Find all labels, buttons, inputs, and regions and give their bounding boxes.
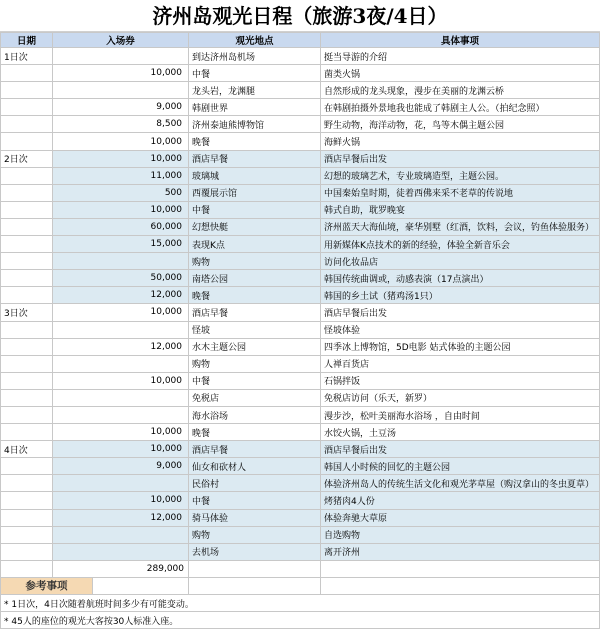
detail-cell: 人禅百货店: [321, 355, 600, 372]
place-cell: 怪坡: [189, 321, 321, 338]
day-cell: [1, 116, 53, 133]
note-row: [1, 612, 600, 629]
place-cell: 民俗村: [189, 475, 321, 492]
detail-cell: 韩国的乡土试（猪鸡汤1只）: [321, 287, 600, 304]
table-row: [1, 526, 600, 543]
ticket-cell: 10,000: [53, 150, 189, 167]
table-row: [1, 441, 600, 458]
day-cell: [1, 389, 53, 406]
ticket-cell: 8,500: [53, 116, 189, 133]
table-row: [1, 116, 600, 133]
place-cell: 西覆展示馆: [189, 184, 321, 201]
ticket-cell: 11,000: [53, 167, 189, 184]
day-cell: [1, 526, 53, 543]
place-cell: 购物: [189, 253, 321, 270]
day-cell: [1, 406, 53, 423]
table-row: [1, 389, 600, 406]
detail-cell: 菌类火锅: [321, 65, 600, 82]
table-row: [1, 492, 600, 509]
header-place: 观光地点: [189, 33, 321, 48]
place-cell: 南塔公园: [189, 270, 321, 287]
place-cell: 晚餐: [189, 287, 321, 304]
place-cell: 济州泰迪熊博物馆: [189, 116, 321, 133]
detail-cell: 酒店早餐后出发: [321, 304, 600, 321]
place-cell: 表现K点: [189, 236, 321, 253]
day-cell: [1, 321, 53, 338]
place-cell: 中餐: [189, 372, 321, 389]
ticket-cell: 10,000: [53, 304, 189, 321]
place-cell: 水木主题公园: [189, 338, 321, 355]
detail-cell: 访问化妆品店: [321, 253, 600, 270]
table-row: [1, 338, 600, 355]
place-cell: 购物: [189, 355, 321, 372]
table-header-row: [1, 33, 600, 48]
table-row: [1, 48, 600, 65]
table-row: [1, 99, 600, 116]
detail-cell: 体验济州岛人的传统生活文化和观光茅草屋（购汉拿山的冬虫夏草）: [321, 475, 600, 492]
table-row: [1, 270, 600, 287]
table-row: [1, 458, 600, 475]
detail-cell: 自然形成的龙头现象，漫步在美丽的龙渊云桥: [321, 82, 600, 99]
ticket-cell: [53, 355, 189, 372]
table-row: [1, 287, 600, 304]
detail-cell: 韩式自助，耽罗晚宴: [321, 201, 600, 218]
ticket-cell: 12,000: [53, 509, 189, 526]
day-cell: [1, 184, 53, 201]
itinerary-table: [0, 32, 600, 629]
table-row: [1, 201, 600, 218]
day-cell: [1, 509, 53, 526]
header-detail: 具体事项: [321, 33, 600, 48]
ticket-cell: [53, 321, 189, 338]
notes-title: 参考事项: [1, 577, 93, 594]
table-row: [1, 65, 600, 82]
detail-cell: 酒店早餐后出发: [321, 441, 600, 458]
place-cell: 到达济州岛机场: [189, 48, 321, 65]
ticket-cell: 10,000: [53, 133, 189, 150]
ticket-cell: [53, 475, 189, 492]
header-ticket: 入场券: [53, 33, 189, 48]
table-row: [1, 82, 600, 99]
day-cell: [1, 475, 53, 492]
ticket-cell: [53, 389, 189, 406]
detail-cell: 海鲜火锅: [321, 133, 600, 150]
ticket-cell: 50,000: [53, 270, 189, 287]
ticket-cell: [53, 48, 189, 65]
day-cell: [1, 287, 53, 304]
day-cell: [1, 201, 53, 218]
place-cell: 晚餐: [189, 424, 321, 441]
detail-cell: 石锅拌饭: [321, 372, 600, 389]
ticket-cell: [53, 82, 189, 99]
day-cell: [1, 65, 53, 82]
place-cell: 中餐: [189, 201, 321, 218]
table-row: [1, 372, 600, 389]
detail-cell: 离开济州: [321, 543, 600, 560]
table-row: [1, 406, 600, 423]
place-cell: 酒店早餐: [189, 441, 321, 458]
table-row: [1, 509, 600, 526]
detail-cell: 烤猪肉4人份: [321, 492, 600, 509]
table-row: [1, 150, 600, 167]
place-cell: 购物: [189, 526, 321, 543]
table-row: [1, 304, 600, 321]
ticket-cell: 500: [53, 184, 189, 201]
table-row: [1, 543, 600, 560]
day-cell: [1, 458, 53, 475]
ticket-cell: [53, 526, 189, 543]
day-cell: 3日次: [1, 304, 53, 321]
place-cell: 韩剧世界: [189, 99, 321, 116]
detail-cell: 幻想的玻璃艺术，专业玻璃造型，主题公园。: [321, 167, 600, 184]
detail-cell: 中国秦始皇时期，徒着西佛来采不老草的传说地: [321, 184, 600, 201]
detail-cell: 用新媒体K点技术的新的经验，体验全新音乐会: [321, 236, 600, 253]
detail-cell: 济州蓝天大海仙境，豪华别墅（红酒，饮料，会议，钓鱼体验服务）: [321, 218, 600, 235]
day-cell: [1, 372, 53, 389]
ticket-cell: [53, 406, 189, 423]
table-row: [1, 236, 600, 253]
day-cell: [1, 167, 53, 184]
ticket-cell: 10,000: [53, 424, 189, 441]
place-cell: 去机场: [189, 543, 321, 560]
day-cell: [1, 133, 53, 150]
day-cell: 4日次: [1, 441, 53, 458]
place-cell: 中餐: [189, 65, 321, 82]
ticket-cell: 12,000: [53, 287, 189, 304]
day-cell: [1, 82, 53, 99]
place-cell: 仙女和砍材人: [189, 458, 321, 475]
place-cell: 玻璃城: [189, 167, 321, 184]
day-cell: [1, 424, 53, 441]
detail-cell: 四季冰上博物馆，5D电影 姑式体验的主题公园: [321, 338, 600, 355]
table-row: [1, 253, 600, 270]
ticket-cell: 10,000: [53, 372, 189, 389]
place-cell: 酒店早餐: [189, 150, 321, 167]
place-cell: 幻想快艇: [189, 218, 321, 235]
ticket-cell: 60,000: [53, 218, 189, 235]
detail-cell: 自选购物: [321, 526, 600, 543]
detail-cell: 野生动物，海洋动物，花，鸟等木偶主题公园: [321, 116, 600, 133]
total-value: 289,000: [53, 560, 189, 577]
detail-cell: 挺当导游的介绍: [321, 48, 600, 65]
detail-cell: 韩国传统曲调或，动感表演（17点演出）: [321, 270, 600, 287]
notes-header-row: [1, 577, 600, 594]
ticket-cell: 10,000: [53, 65, 189, 82]
table-row: [1, 475, 600, 492]
table-row: [1, 355, 600, 372]
detail-cell: 韩国人小时候的回忆的主题公园: [321, 458, 600, 475]
day-cell: [1, 270, 53, 287]
day-cell: [1, 492, 53, 509]
total-row: [1, 560, 600, 577]
ticket-cell: [53, 543, 189, 560]
detail-cell: 酒店早餐后出发: [321, 150, 600, 167]
note-2: * 45人的座位的观光大客按30人标准入座。: [1, 612, 600, 629]
header-day: 日期: [1, 33, 53, 48]
day-cell: [1, 338, 53, 355]
day-cell: [1, 543, 53, 560]
day-cell: [1, 99, 53, 116]
detail-cell: 体验奔驰大草原: [321, 509, 600, 526]
day-cell: [1, 236, 53, 253]
itinerary-rows: [1, 48, 600, 561]
ticket-cell: 10,000: [53, 492, 189, 509]
day-cell: [1, 218, 53, 235]
table-row: [1, 167, 600, 184]
detail-cell: 在韩剧拍摄外景地我也能成了韩剧主人公。（拍纪念照）: [321, 99, 600, 116]
note-1: * 1日次，4日次随着航班时间多少有可能变动。: [1, 595, 600, 612]
ticket-cell: 10,000: [53, 201, 189, 218]
note-row: [1, 595, 600, 612]
ticket-cell: [53, 253, 189, 270]
day-cell: [1, 253, 53, 270]
table-row: [1, 218, 600, 235]
place-cell: 骑马体验: [189, 509, 321, 526]
ticket-cell: 9,000: [53, 458, 189, 475]
place-cell: 晚餐: [189, 133, 321, 150]
ticket-cell: 12,000: [53, 338, 189, 355]
table-row: [1, 424, 600, 441]
table-row: [1, 321, 600, 338]
detail-cell: 漫步沙，松叶美丽海水浴场 ，自由时间: [321, 406, 600, 423]
day-cell: 2日次: [1, 150, 53, 167]
place-cell: 龙头岩，龙渊腿: [189, 82, 321, 99]
day-cell: 1日次: [1, 48, 53, 65]
ticket-cell: 9,000: [53, 99, 189, 116]
table-row: [1, 133, 600, 150]
ticket-cell: 15,000: [53, 236, 189, 253]
day-cell: [1, 355, 53, 372]
place-cell: 免税店: [189, 389, 321, 406]
detail-cell: 水饺火锅，土豆汤: [321, 424, 600, 441]
detail-cell: 怪坡体验: [321, 321, 600, 338]
place-cell: 酒店早餐: [189, 304, 321, 321]
table-row: [1, 184, 600, 201]
place-cell: 海水浴场: [189, 406, 321, 423]
page-title: 济州岛观光日程（旅游3夜/4日）: [0, 0, 600, 32]
detail-cell: 免税店访问（乐天，新罗）: [321, 389, 600, 406]
ticket-cell: 10,000: [53, 441, 189, 458]
place-cell: 中餐: [189, 492, 321, 509]
